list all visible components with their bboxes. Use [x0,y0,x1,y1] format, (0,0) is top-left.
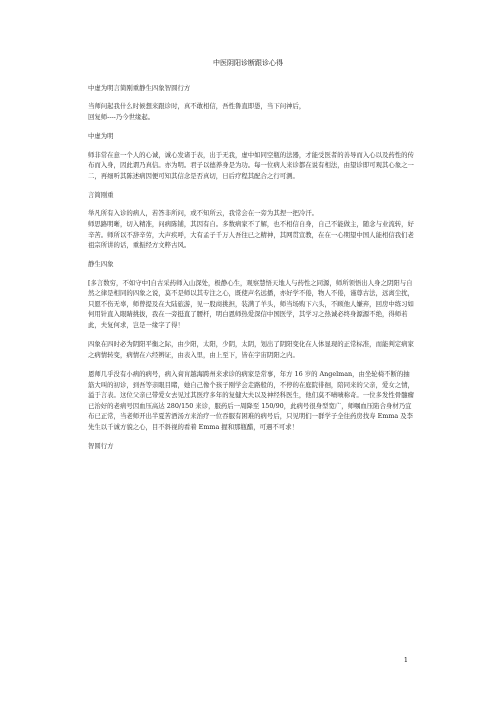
intro-paragraph [88,101,416,122]
section-heading-jingsheng: 静生四象 [88,260,114,269]
section-body-jingsheng-2: 四象在四时必为阴阳平衡之际，由少阳，太阳，少阴，太阴，划出了阴阳变化在人体显现的正常标准，而能判定病家之病情转变，病情在六经辨证，由表入里，由上至下，皆在宇宙阴阳之内。 [88,340,414,359]
section-body-cases: 恩师几乎没有小病的病号，病入膏肓越海跨州来求诊的病家是常事，年方 16 岁的 Angelman，由坐轮椅不断的抽筋大叫的初诊，到吾等亲眼目睹，她自己像个孩子刚学会走路般的，不停的在庭院徘徊，陪同来的父亲，爱女之情，溢于言表。这位父亲已带爱女去见过其医疗多年的复健大夫以及神经科医生，他们莫不啧啧称奇。一位多发性骨髓瘤已治好的老病号因血压高达 280/150 来诊，服药后一周降至 150/90，此病号很身型宽广，师嘱血压陷合身材乃宜布已正常，当老师开出半夏苦酒汤方来治疗一位吞服有困难的病号后，只见明们一群学子全往药房找寿 Emma 及李先生以千诚方貌之心，目不斜视的看着 Emma 握和那瓶醋，可遇不可求！ [88,370,414,431]
section-body-zhongxu: 师非常在意一个人的心诚，诚心发诸于表，出于无我，虚中如同空瓶的法器，才能受医者的善导而入心以及药性的传布而入身，因此谓乃真信。亦为明。君子以德养身是为功。每一位病人来诊都在说有相法，由望诊即可观其心象之一二，再细听其陈述病因便可知其信念是否真切，日后疗程其配合之行可测。 [88,150,414,180]
section-heading-zhongxu: 中虚为明 [88,132,114,141]
section-body-yanjian-1: 举凡所有入诊的病人，若答非所问，或不知所云，我常会在一旁为其捏一把冷汗。 [88,209,319,218]
page-number: 1 [403,656,408,664]
section-body-jingsheng-1: [多言数穷，不如守中]自古采药师入山深处，极静心生，观察慧悟天地人与药性之同源，师所领悟出人身之阴阳与自然之律是相同的四象之说，莫不是师以其专注之心，既使声名远播，亦好学不倦，物人不倦，谨尊古法，远离尘扰，只愿不伤无辜，师曾提及在大陆旅游，见一股商挑担，装满了羊头，师当场购下六头，不顾他人嫌弃，回房中练习如何用针直入眼睛挑拔，我在一旁挺直了腰杆，明白恩师热爱深信中国医学，其学习之热诚必终身源源不绝，得师若此，夫复何求，岂是一缘字了得！ [88,278,414,330]
section-body-yanjian-2: 师思路明晰，切入精准，问病陈铺，其因有自。多数病家不了解，也不相信自身，自己不能做主，随念与业流转，好辛苦。师所以不辞辛劳，大声疾呼，大有孟子千万人吾往已之精神，其网贯宣教，在在一心期望中国人能相信我们老祖宗所讲的话，重振经方文粹古风。 [88,219,414,250]
intro-heading: 中虚为明言简刚重静生四象智圆行方 [88,84,191,92]
document-title: 中医阴阳诊断跟诊心得 [213,59,283,67]
section-heading-zhiyuan: 智圆行方 [88,442,114,451]
intro-line: 回复师----乃今世缘起。 [88,112,155,121]
intro-line: 当师问起我什么时候想来跟诊时，真不敢相信，吾性鲁直即愚，当下问神后， [88,102,306,111]
section-heading-yanjian: 言简刚重 [88,190,114,199]
document-body [88,83,416,460]
